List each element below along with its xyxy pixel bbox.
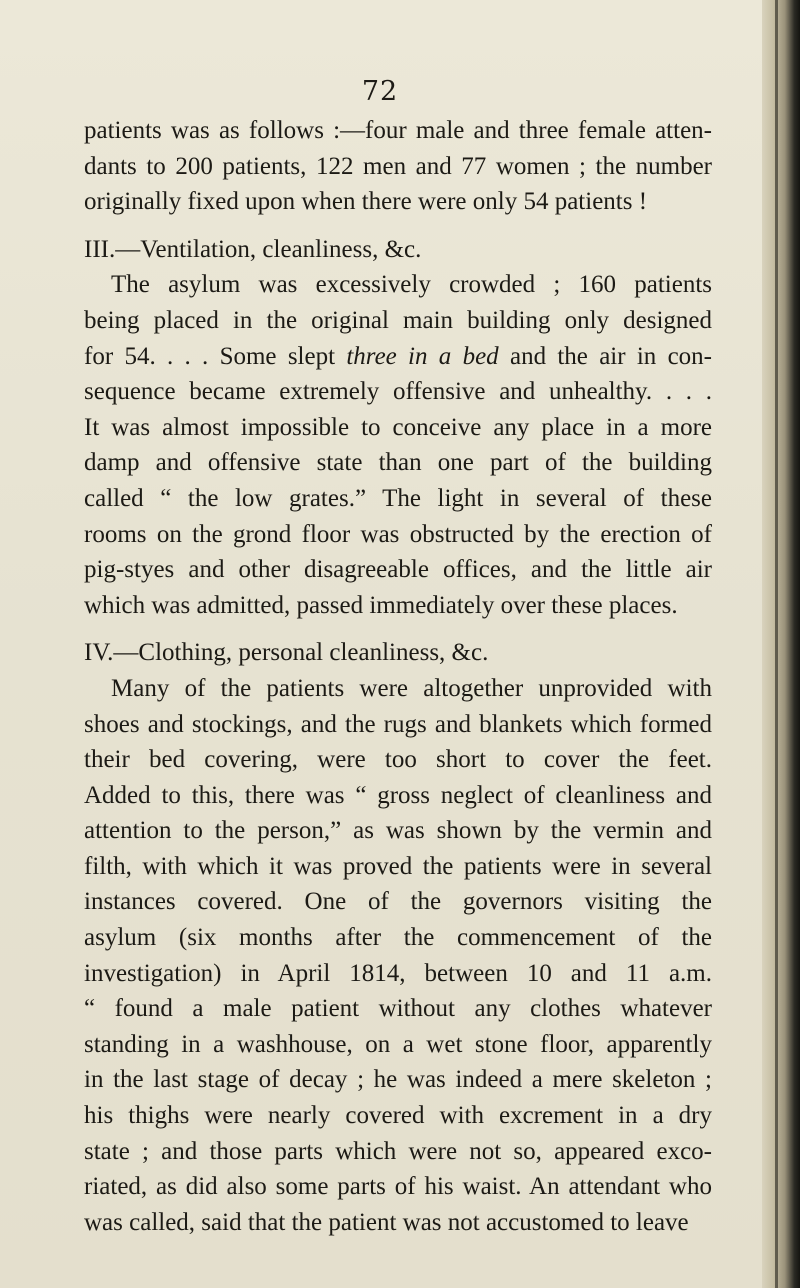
spine-edge-line — [775, 0, 778, 1288]
text-line: was called, said that the patient was not accustomed to leave — [84, 1208, 689, 1236]
section-heading-iii: III.—Ventilation, cleanliness, &c. — [84, 235, 422, 263]
text-line: dants to 200 patients, 122 men and 77 women ; the number — [84, 152, 712, 180]
text-line — [84, 339, 712, 375]
text-line: their bed covering, were too short to cover the feet. — [84, 746, 712, 774]
text-line: riated, as did also some parts of his waist. An attendant who — [84, 1173, 712, 1201]
text-line: attention to the person,” as was shown by the vermin and — [84, 817, 712, 845]
text-line: Many of the patients were altogether unprovided with — [111, 674, 712, 702]
text-line: his thighs were nearly covered with excrement in a dry — [84, 1102, 712, 1130]
text-line: damp and offensive state than one part of the building — [84, 449, 712, 477]
text-line: standing in a washhouse, on a wet stone floor, apparently — [84, 1030, 712, 1058]
text-line: The asylum was excessively crowded ; 160 patients — [111, 271, 712, 299]
text-line: shoes and stockings, and the rugs and blankets which formed — [84, 710, 712, 738]
page-number: 72 — [361, 76, 399, 107]
text-line: sequence became extremely offensive and unhealthy. . . . — [84, 378, 712, 406]
text-line: Added to this, there was “ gross neglect of cleanliness and — [84, 781, 712, 809]
text-line: “ found a male patient without any clothes whatever — [84, 995, 712, 1023]
body-text — [84, 113, 712, 1240]
text-line: investigation) in April 1814, between 10 and 11 a.m. — [84, 959, 712, 987]
text-fragment: and the air in con- — [498, 342, 712, 370]
text-line: called “ the low grates.” The light in several of these — [84, 484, 712, 512]
text-line: pig-styes and other disagreeable offices, and the little air — [84, 556, 712, 584]
text-line: patients was as follows :—four male and three female atten- — [84, 117, 712, 144]
book-spine-shadow — [762, 0, 800, 1288]
text-line: rooms on the grond floor was obstructed by the erection of — [84, 520, 712, 548]
text-line: in the last stage of decay ; he was indeed a mere skeleton ; — [84, 1066, 712, 1094]
text-line: being placed in the original main building only designed — [84, 306, 712, 334]
text-line: which was admitted, passed immediately over these places. — [84, 591, 678, 619]
text-line: It was almost impossible to conceive any place in a more — [84, 413, 712, 441]
text-line: originally fixed upon when there were only 54 patients ! — [84, 188, 648, 216]
text-line: filth, with which it was proved the patients were in several — [84, 852, 712, 880]
text-line: instances covered. One of the governors visiting the — [84, 888, 712, 916]
text-line: asylum (six months after the commencement of the — [84, 924, 712, 952]
emphasis-text: three in a bed — [346, 342, 499, 370]
section-heading-iv: IV.—Clothing, personal cleanliness, &c. — [84, 639, 489, 667]
text-line: state ; and those parts which were not so, appeared exco- — [84, 1137, 712, 1165]
text-fragment: for 54. . . . Some slept — [84, 342, 347, 370]
